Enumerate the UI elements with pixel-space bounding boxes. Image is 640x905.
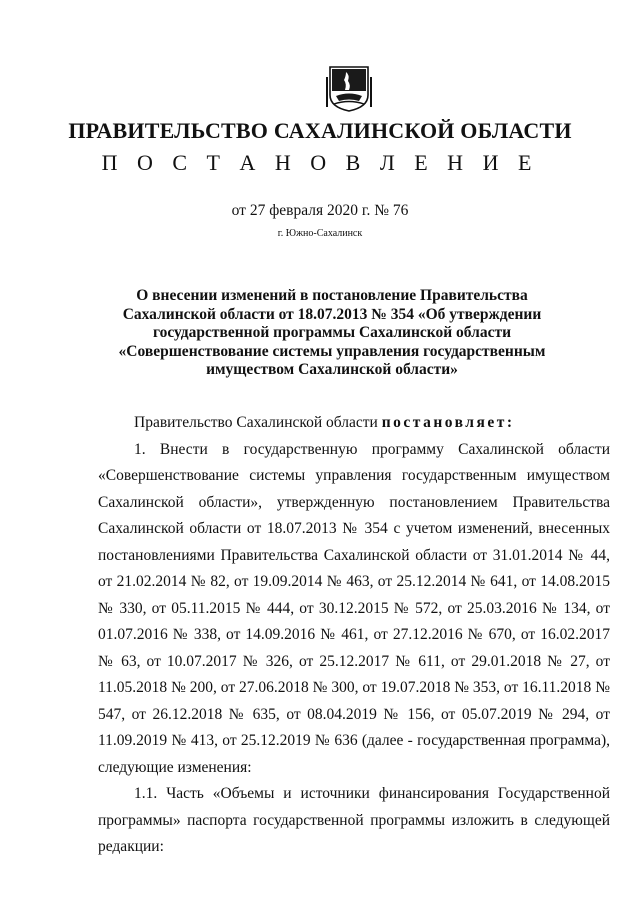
document-date-number: от 27 февраля 2020 г. № 76: [231, 202, 409, 219]
document-subject: [100, 287, 564, 380]
preamble-paragraph: [98, 410, 610, 437]
preamble-text: Правительство Сахалинской области: [134, 414, 382, 431]
preamble-emphasis: постановляет:: [381, 414, 515, 431]
paragraph-item-1: 1. Внести в государственную программу Сахалинской области «Совершенствование системы управления государственным имуществом Сахалинской области», утвержденную постановлением Правительства Сахалинской области от 18.07.2013 № 354 с учетом изменений, внесенных постановлениями Правительства Сахалинской области от 31.01.2014 № 44, от 21.02.2014 № 82, от 19.09.2014 № 463, от 25.12.2014 № 641, от 14.08.2015 № 330, от 05.11.2015 № 444, от 30.12.2015 № 572, от 25.03.2016 № 134, от 01.07.2016 № 338, от 14.09.2016 № 461, от 27.12.2016 № 670, от 16.02.2017 № 63, от 10.07.2017 № 326, от 25.12.2017 № 611, от 29.01.2018 № 27, от 11.05.2018 № 200, от 27.06.2018 № 300, от 19.07.2018 № 353, от 16.11.2018 № 547, от 26.12.2018 № 635, от 08.04.2019 № 156, от 05.07.2019 № 294, от 11.09.2019 № 413, от 25.12.2019 № 636 (далее - государственная программа), следующие изменения:: [98, 440, 610, 776]
subject-line: «Совершенствование системы управления государственным: [118, 342, 546, 360]
subject-line: О внесении изменений в постановление Правительства: [136, 287, 528, 304]
subject-line: государственной программы Сахалинской области: [152, 324, 512, 341]
paragraph-item-1-1: 1.1. Часть «Объемы и источники финансирования Государственной программы» паспорта государственной программы изложить в следующей редакции:: [98, 785, 610, 855]
subject-line: Сахалинской области от 18.07.2013 № 354 «Об утверждении: [122, 305, 542, 323]
sakhalin-coat-of-arms-icon: [324, 63, 374, 113]
government-title: ПРАВИТЕЛЬСТВО САХАЛИНСКОЙ ОБЛАСТИ: [68, 118, 572, 143]
document-type: П О С Т А Н О В Л Е Н И Е: [101, 150, 539, 175]
subject-line: имуществом Сахалинской области»: [206, 361, 458, 378]
document-place: г. Южно-Сахалинск: [277, 228, 363, 239]
document-body: [98, 410, 610, 861]
